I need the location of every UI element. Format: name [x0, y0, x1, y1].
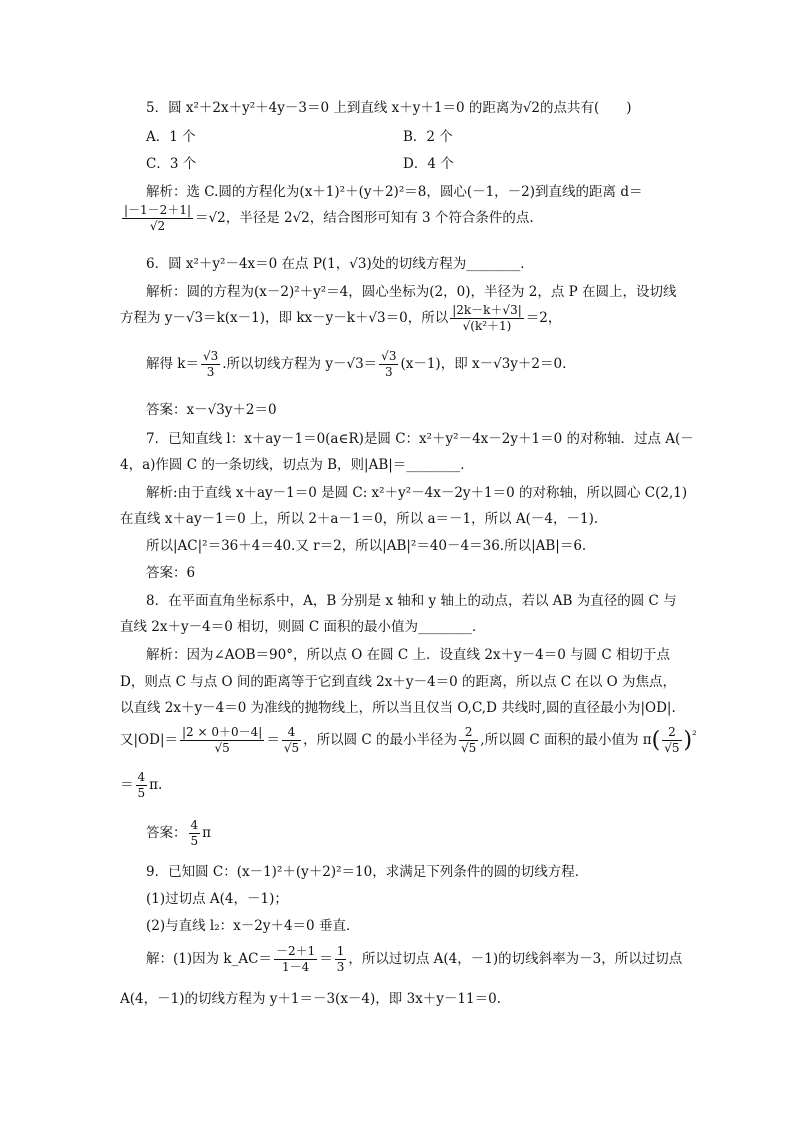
q8-solution-line3: 以直线 2x＋y－4＝0 为准线的抛物线上，所以当且仅当 O,C,D 共线时,圆的直径最小为|OD|.: [120, 700, 676, 716]
q8-radius-fraction: $\frac{2}{√5}$: [461, 725, 477, 755]
q6-solution-line1: 解析：圆的方程为(x－2)²＋y²＝4，圆心坐标为(2，0)，半径为 2，点 P 在圆上，设切线: [146, 284, 677, 300]
q8-answer: 答案： $\frac{4}{5}$ π: [146, 818, 212, 848]
q8-solution-line2: D，则点 C 与点 O 间的距离等于它到直线 2x＋y－4＝0 的距离，所以点 C 在以 O 为焦点，: [120, 674, 677, 690]
q8-solution-line5: ＝ $\frac{4}{5}$ π.: [120, 770, 163, 800]
q9-solution-line2: A(4，－1)的切线方程为 y＋1＝－3(x－4)，即 3x＋y－11＝0.: [120, 991, 501, 1007]
q6-stem: 6．圆 x²＋y²－4x＝0 在点 P(1，√3)处的切线方程为________．: [146, 256, 534, 272]
q6-solution-line2: 方程为 y－√3＝k(x－1)，即 kx－y－k＋√3＝0，所以 $\frac{|2k-k+√3|}{\text{√(k²＋1)}}$ ＝2，: [120, 303, 562, 333]
q9-slope-fraction: $\frac{-2+1}{1-4}$: [275, 944, 316, 974]
q5-option-b: B．2 个: [403, 129, 453, 145]
q8-area-fraction: $\frac{2}{√5}$: [664, 725, 680, 755]
q8-solution-line4: 又|OD|＝ $\frac{|2 \times 0+0-4|}{√5}$ ＝ $\frac{4}{√5}$ ，所以圆 C 的最小半径为 $\frac{2}{√5}$ ,所以圆 C 面积的最小值为 π( $\frac{2}{√5}$ )$^{^2}$: [120, 725, 697, 755]
q9-solution-line1: 解：(1)因为 k_AC＝ $\frac{-2+1}{1-4}$ ＝ $\frac{1}{3}$ ，所以过切点 A(4，－1)的切线斜率为－3，所以过切点: [146, 944, 683, 974]
q5-solution-line1: 解析：选 C.圆的方程化为(x＋1)²＋(y＋2)²＝8，圆心(－1，－2)到直线的距离 d＝: [146, 184, 643, 200]
q8-stem-line2: 直线 2x＋y－4＝0 相切，则圆 C 面积的最小值为________．: [120, 619, 486, 635]
q8-solution-line1: 解析：因为∠AOB＝90°，所以点 O 在圆 C 上．设直线 2x＋y－4＝0 与圆 C 相切于点: [146, 647, 671, 663]
q8-answer-fraction: $\frac{4}{5}$: [190, 818, 199, 848]
q5-option-c: C．3 个: [146, 156, 197, 172]
q6-solution-line3: 解得 k＝ $\frac{√3}{3}$ .所以切线方程为 y－√3＝ $\frac{√3}{3}$ (x－1)，即 x－√3y＋2＝0.: [146, 349, 567, 379]
q5-distance-fraction: $\frac{|-1-2+1|}{√2}$: [124, 203, 191, 233]
q5-option-d: D．4 个: [403, 156, 454, 172]
q9-slope-value-fraction: $\frac{1}{3}$: [336, 944, 345, 974]
q8-stem-line1: 8．在平面直角坐标系中，A，B 分别是 x 轴和 y 轴上的动点，若以 AB 为直径的圆 C 与: [146, 593, 677, 609]
q6-k-fraction: $\frac{√3}{3}$: [202, 349, 219, 379]
q7-solution-line1: 解析:由于直线 x＋ay－1＝0 是圆 C: x²＋y²－4x－2y＋1＝0 的对称轴，所以圆心 C(2,1): [146, 485, 688, 501]
q9-part1: (1)过切点 A(4，－1)；: [146, 891, 288, 907]
q8-result-fraction: $\frac{4}{5}$: [137, 770, 146, 800]
q5-stem: 5．圆 x²＋2x＋y²＋4y－3＝0 上到直线 x＋y＋1＝0 的距离为√2的点共有( ): [146, 100, 632, 116]
q6-slope-fraction: $\frac{√3}{3}$: [381, 349, 397, 379]
q7-solution-line3: 所以|AC|²＝36＋4＝40.又 r＝2，所以|AB|²＝40－4＝36.所以|AB|＝6.: [146, 538, 587, 554]
q7-answer: 答案：6: [146, 565, 196, 581]
q7-stem-line2: 4，a)作圆 C 的一条切线，切点为 B，则|AB|＝________．: [120, 457, 474, 473]
q6-distance-fraction: $\frac{|2k-k+√3|}{\text{√(k²＋1)}}$: [452, 303, 522, 333]
q8-od-value-fraction: $\frac{4}{√5}$: [283, 725, 300, 755]
q5-solution-line2: $\frac{|-1-2+1|}{√2}$ ＝√2，半径是 2√2，结合图形可知有 3 个符合条件的点.: [124, 203, 534, 233]
q5-option-a: A．1 个: [146, 129, 196, 145]
q9-part2: (2)与直线 l₂：x－2y＋4＝0 垂直．: [146, 918, 360, 934]
q9-stem: 9．已知圆 C：(x－1)²＋(y＋2)²＝10，求满足下列条件的圆的切线方程．: [146, 864, 589, 880]
q6-answer: 答案：x－√3y＋2＝0: [146, 402, 277, 418]
q7-stem-line1: 7．已知直线 l：x＋ay－1＝0(a∈R)是圆 C：x²＋y²－4x－2y＋1＝0 的对称轴．过点 A(－: [146, 431, 694, 447]
q8-od-fraction: $\frac{|2 \times 0+0-4|}{√5}$: [182, 725, 263, 755]
q7-solution-line2: 在直线 x＋ay－1＝0 上，所以 2＋a－1＝0，所以 a＝－1，所以 A(－4，－1).: [120, 511, 599, 527]
